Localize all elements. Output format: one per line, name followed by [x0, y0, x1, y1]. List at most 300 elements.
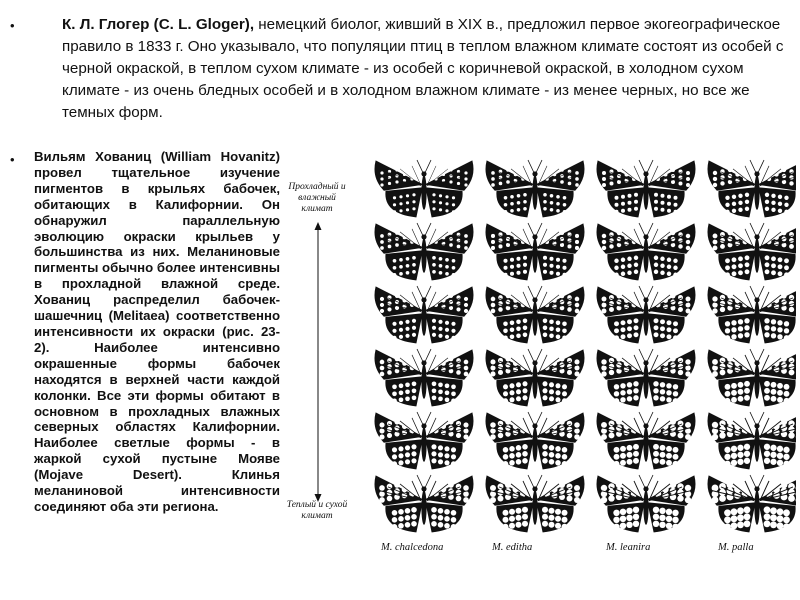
butterfly-head	[421, 423, 426, 428]
wing-spot	[673, 447, 679, 453]
wing-spot	[457, 182, 460, 185]
species-label-leanira: M. leanira	[606, 542, 651, 553]
wing-spot	[615, 203, 619, 207]
butterfly-antenna	[536, 475, 542, 488]
butterfly-antenna	[647, 286, 653, 299]
wing-spot	[463, 422, 468, 427]
wing-spot	[510, 209, 514, 213]
wing-spot	[392, 322, 396, 326]
wing-spot	[412, 326, 416, 330]
butterfly-wing	[426, 188, 462, 217]
wing-spot	[774, 166, 778, 170]
wing-spot	[567, 433, 573, 439]
wing-spot	[634, 200, 638, 204]
wing-spot	[627, 396, 632, 401]
wing-spot	[626, 515, 632, 521]
wing-spot	[434, 177, 437, 180]
wing-spot	[556, 265, 560, 269]
butterfly-body	[421, 490, 426, 525]
wing-spot	[720, 181, 724, 185]
butterfly-head	[754, 423, 759, 428]
wing-spot	[505, 356, 510, 361]
butterfly-specimen	[375, 349, 473, 406]
wing-spot	[491, 297, 496, 302]
wing-spot	[764, 318, 769, 323]
wing-spot	[398, 446, 403, 451]
wing-spot	[398, 453, 403, 458]
wing-spot	[567, 244, 571, 248]
wing-spot	[560, 168, 564, 172]
wing-spot	[510, 328, 515, 333]
wing-spot	[445, 258, 449, 262]
butterfly-head	[754, 234, 759, 239]
wing-spot	[398, 460, 403, 465]
wing-spot	[634, 193, 638, 197]
wing-spot	[412, 388, 417, 393]
wing-spot	[789, 370, 795, 376]
butterfly-wing	[759, 251, 795, 280]
wing-spot	[498, 370, 503, 375]
wing-spot	[661, 201, 665, 205]
wing-spot	[713, 183, 717, 187]
wing-spot	[549, 264, 553, 268]
wing-spot	[574, 359, 579, 364]
wing-spot	[671, 293, 676, 298]
wing-spot	[556, 195, 560, 199]
butterfly-antenna	[647, 160, 653, 173]
wing-spot	[782, 168, 786, 172]
wing-spot	[732, 202, 736, 206]
wing-spot	[441, 418, 446, 423]
wing-spot	[621, 209, 625, 213]
butterfly-wing	[497, 188, 533, 217]
wing-spot	[438, 327, 442, 331]
wing-spot	[744, 318, 749, 323]
wing-spot	[516, 264, 520, 268]
wing-spot	[633, 381, 638, 386]
wing-spot	[502, 510, 508, 516]
wing-spot	[498, 307, 503, 312]
wing-spot	[686, 246, 690, 250]
wing-spot	[490, 359, 495, 364]
wing-spot	[545, 297, 550, 302]
wing-spot	[608, 495, 614, 501]
wing-spot	[788, 495, 795, 502]
wing-spot	[663, 235, 667, 239]
wing-spot	[670, 419, 676, 425]
wing-spot	[738, 396, 744, 402]
wing-spot	[737, 459, 743, 465]
wing-spot	[742, 290, 747, 295]
wing-spot	[509, 509, 515, 515]
wing-spot	[627, 459, 633, 465]
wing-spot	[380, 177, 383, 180]
wing-spot	[633, 395, 638, 400]
wing-spot	[444, 523, 450, 529]
wing-spot	[444, 516, 450, 522]
wing-spot	[660, 382, 665, 387]
wing-spot	[660, 271, 664, 275]
wing-spot	[627, 326, 632, 331]
wing-spot	[770, 459, 776, 465]
wing-spot	[616, 419, 622, 425]
wing-spot	[778, 209, 782, 213]
wing-spot	[451, 447, 456, 452]
wing-spot	[765, 262, 770, 267]
wing-spot	[617, 180, 621, 184]
wing-spot	[712, 434, 718, 440]
butterfly-specimen	[708, 286, 796, 343]
wing-spot	[654, 193, 658, 197]
wing-spot	[549, 452, 555, 458]
wing-spot	[744, 388, 750, 394]
wing-spot	[678, 244, 682, 248]
wing-spot	[490, 371, 495, 376]
wing-spot	[503, 398, 508, 403]
wing-spot	[506, 294, 511, 299]
wing-spot	[765, 269, 770, 274]
wing-spot	[516, 445, 522, 451]
wing-spot	[503, 266, 507, 270]
wing-spot	[631, 353, 636, 358]
wing-spot	[516, 459, 522, 465]
wing-spot	[503, 336, 508, 341]
wing-spot	[451, 384, 456, 389]
wing-spot	[434, 354, 439, 359]
wing-spot	[412, 200, 415, 203]
wing-spot	[686, 171, 690, 175]
wing-spot	[713, 171, 717, 175]
wing-spot	[620, 397, 625, 402]
wing-spot	[633, 507, 639, 513]
wing-spot	[789, 307, 794, 312]
wing-spot	[392, 461, 397, 466]
butterfly-wing	[386, 377, 422, 406]
wing-spot	[498, 433, 504, 439]
wing-spot	[520, 353, 525, 358]
wing-spot	[615, 196, 619, 200]
wing-spot	[550, 194, 554, 198]
wing-spot	[724, 461, 730, 467]
wing-spot	[777, 453, 783, 459]
wing-spot	[405, 522, 411, 528]
wing-spot	[783, 461, 789, 467]
wing-spot	[743, 228, 748, 233]
wing-spot	[491, 183, 495, 187]
wing-spot	[784, 398, 790, 404]
wing-spot	[660, 264, 664, 268]
wing-spot	[727, 419, 733, 425]
wing-spot	[656, 171, 660, 175]
wing-spot	[654, 332, 659, 337]
wing-spot	[731, 327, 736, 332]
wing-spot	[503, 329, 508, 334]
wing-spot	[412, 270, 416, 274]
butterfly-wing	[497, 377, 533, 406]
wing-spot	[393, 266, 397, 270]
wing-spot	[633, 458, 639, 464]
butterfly-body	[532, 301, 537, 336]
wing-spot	[543, 333, 548, 338]
butterfly-wing	[497, 251, 533, 280]
wing-spot	[661, 194, 665, 198]
wing-spot	[543, 193, 547, 197]
wing-spot	[522, 388, 527, 393]
wing-spot	[725, 321, 730, 326]
wing-spot	[412, 207, 415, 210]
wing-spot	[452, 210, 455, 213]
wing-spot	[542, 395, 547, 400]
wing-spot	[653, 521, 659, 527]
wing-spot	[654, 200, 658, 204]
wing-spot	[457, 239, 461, 243]
butterfly-antenna	[417, 475, 423, 488]
wing-spot	[712, 371, 718, 377]
wing-spot	[549, 445, 555, 451]
wing-spot	[738, 382, 744, 388]
wing-spot	[562, 398, 567, 403]
wing-spot	[380, 309, 384, 313]
wing-spot	[563, 210, 567, 214]
wing-spot	[406, 271, 410, 275]
wing-spot	[782, 231, 787, 236]
wing-spot	[719, 495, 726, 502]
butterfly-head	[643, 486, 648, 491]
wing-spot	[562, 384, 567, 389]
wing-spot	[777, 460, 783, 466]
wing-spot	[510, 258, 514, 262]
wing-spot	[770, 445, 776, 451]
butterfly-antenna	[417, 160, 423, 173]
wing-spot	[574, 434, 580, 440]
wing-spot	[567, 370, 572, 375]
wing-spot	[388, 245, 392, 249]
wing-spot	[513, 292, 518, 297]
wing-spot	[615, 210, 619, 214]
wing-spot	[735, 166, 739, 170]
wing-spot	[410, 354, 415, 359]
wing-spot	[633, 514, 639, 520]
wing-spot	[513, 418, 519, 424]
wing-spot	[659, 522, 665, 528]
intro-paragraph	[62, 14, 788, 124]
wing-spot	[632, 171, 636, 175]
wing-spot	[725, 203, 729, 207]
wing-spot	[614, 321, 619, 326]
wing-spot	[387, 370, 392, 375]
wing-spot	[764, 513, 771, 520]
wing-spot	[653, 507, 659, 513]
wing-spot	[516, 320, 521, 325]
wing-spot	[660, 333, 665, 338]
wing-spot	[744, 451, 750, 457]
wing-spot	[625, 172, 629, 176]
butterfly-antenna	[417, 412, 423, 425]
wing-spot	[448, 419, 453, 424]
butterfly-antenna	[528, 286, 534, 299]
wing-spot	[663, 229, 667, 233]
wing-spot	[445, 265, 449, 269]
wing-spot	[545, 234, 549, 238]
wing-spot	[555, 523, 561, 529]
wing-spot	[405, 508, 411, 514]
wing-spot	[633, 388, 638, 393]
species-label-chalcedona: M. chalcedona	[381, 542, 444, 553]
wing-spot	[523, 256, 527, 260]
butterfly-head	[643, 234, 648, 239]
wing-spot	[655, 416, 661, 422]
wing-spot	[738, 270, 743, 275]
wing-spot	[559, 419, 565, 425]
wing-spot	[673, 454, 679, 460]
wing-spot	[601, 485, 607, 491]
wing-spot	[562, 259, 566, 263]
wing-spot	[395, 357, 400, 362]
wing-spot	[499, 176, 503, 180]
wing-spot	[449, 231, 453, 235]
wing-spot	[627, 319, 632, 324]
wing-spot	[451, 524, 457, 530]
wing-spot	[491, 234, 495, 238]
wing-spot	[463, 497, 469, 503]
wing-spot	[784, 210, 788, 214]
wing-spot	[621, 272, 625, 276]
wing-spot	[744, 458, 750, 464]
wing-spot	[402, 292, 406, 296]
intro-text: немецкий биолог, живший в XIX в., предложил первое экогеографическое правило в 1833 г. Оно указывало, что популяции птиц в теплом влажном климате состоят из особей с черной окраской, в теплом сухом климате - из особей с коричневой окраской, в холодном сухом климате - из очень бледных особей и в холодном влажном климате - из менее черных, но все же темных форм.	[62, 16, 784, 121]
wing-spot	[452, 203, 455, 206]
wing-spot	[498, 244, 502, 248]
wing-spot	[663, 292, 668, 297]
butterfly-antenna	[750, 286, 756, 299]
wing-spot	[614, 391, 619, 396]
wing-spot	[764, 388, 770, 394]
wing-spot	[543, 200, 547, 204]
butterfly-antenna	[528, 223, 534, 236]
wing-spot	[448, 482, 454, 488]
wing-spot	[686, 234, 690, 238]
wing-spot	[555, 390, 560, 395]
wing-spot	[634, 207, 638, 211]
butterfly-wing	[648, 314, 684, 343]
wing-spot	[434, 297, 438, 301]
wing-spot	[627, 382, 632, 387]
wing-spot	[514, 167, 518, 171]
wing-spot	[548, 515, 554, 521]
wing-spot	[674, 203, 678, 207]
wing-spot	[441, 292, 445, 296]
butterfly-specimen	[708, 160, 796, 217]
wing-spot	[431, 444, 436, 449]
wing-spot	[562, 391, 567, 396]
wing-spot	[610, 181, 614, 185]
wing-spot	[634, 332, 639, 337]
wing-spot	[516, 271, 520, 275]
species-label-editha: M. editha	[492, 542, 533, 553]
butterfly-specimen	[486, 286, 584, 343]
wing-spot	[405, 389, 410, 394]
wing-spot	[744, 444, 750, 450]
wing-spot	[627, 445, 633, 451]
wing-spot	[510, 321, 515, 326]
butterfly-antenna	[528, 349, 534, 362]
wing-spot	[549, 271, 553, 275]
wing-spot	[731, 397, 737, 403]
wing-spot	[392, 391, 397, 396]
wing-spot	[409, 422, 414, 427]
wing-spot	[432, 193, 435, 196]
wing-spot	[412, 256, 416, 260]
wing-spot	[744, 332, 749, 337]
wing-spot	[667, 258, 671, 262]
butterfly-body	[421, 301, 426, 336]
wing-spot	[725, 391, 731, 397]
wing-spot	[432, 270, 436, 274]
wing-spot	[575, 177, 579, 181]
wing-spot	[614, 447, 620, 453]
wing-spot	[392, 517, 398, 523]
wing-spot	[731, 390, 737, 396]
wing-spot	[627, 389, 632, 394]
wing-spot	[405, 334, 409, 338]
wing-spot	[555, 509, 561, 515]
wing-spot	[513, 355, 518, 360]
wing-spot	[777, 320, 782, 325]
wing-spot	[504, 196, 508, 200]
wing-spot	[563, 203, 567, 207]
wing-spot	[656, 234, 660, 238]
wing-spot	[379, 485, 385, 491]
wing-spot	[393, 273, 397, 277]
wing-spot	[667, 334, 672, 339]
butterfly-wing	[648, 251, 684, 280]
wing-spot	[451, 454, 456, 459]
wing-spot	[744, 325, 749, 330]
butterfly-specimen	[597, 160, 695, 217]
wing-spot	[613, 517, 619, 523]
wing-spot	[562, 322, 567, 327]
wing-spot	[735, 172, 739, 176]
wing-spot	[393, 203, 396, 206]
wing-spot	[789, 244, 794, 249]
wing-spot	[515, 522, 521, 528]
wing-spot	[548, 508, 554, 514]
wing-spot	[653, 451, 659, 457]
wing-spot	[445, 397, 450, 402]
wing-spot	[620, 383, 625, 388]
wing-spot	[670, 356, 675, 361]
wing-spot	[738, 194, 742, 198]
wing-spot	[771, 201, 775, 205]
wing-spot	[614, 398, 619, 403]
wing-spot	[399, 383, 404, 388]
wing-spot	[521, 291, 526, 296]
wing-spot	[395, 243, 399, 247]
wing-spot	[392, 524, 398, 530]
butterfly-specimen	[597, 223, 695, 280]
wing-spot	[516, 382, 521, 387]
butterfly-specimen	[486, 412, 584, 469]
wing-spot	[502, 524, 508, 530]
wing-spot	[432, 263, 436, 267]
wing-spot	[783, 447, 789, 453]
wing-spot	[713, 240, 718, 245]
wing-spot	[575, 246, 579, 250]
wing-spot	[463, 428, 468, 433]
wing-spot	[509, 383, 514, 388]
butterfly-antenna	[536, 412, 542, 425]
wing-spot	[627, 257, 631, 261]
